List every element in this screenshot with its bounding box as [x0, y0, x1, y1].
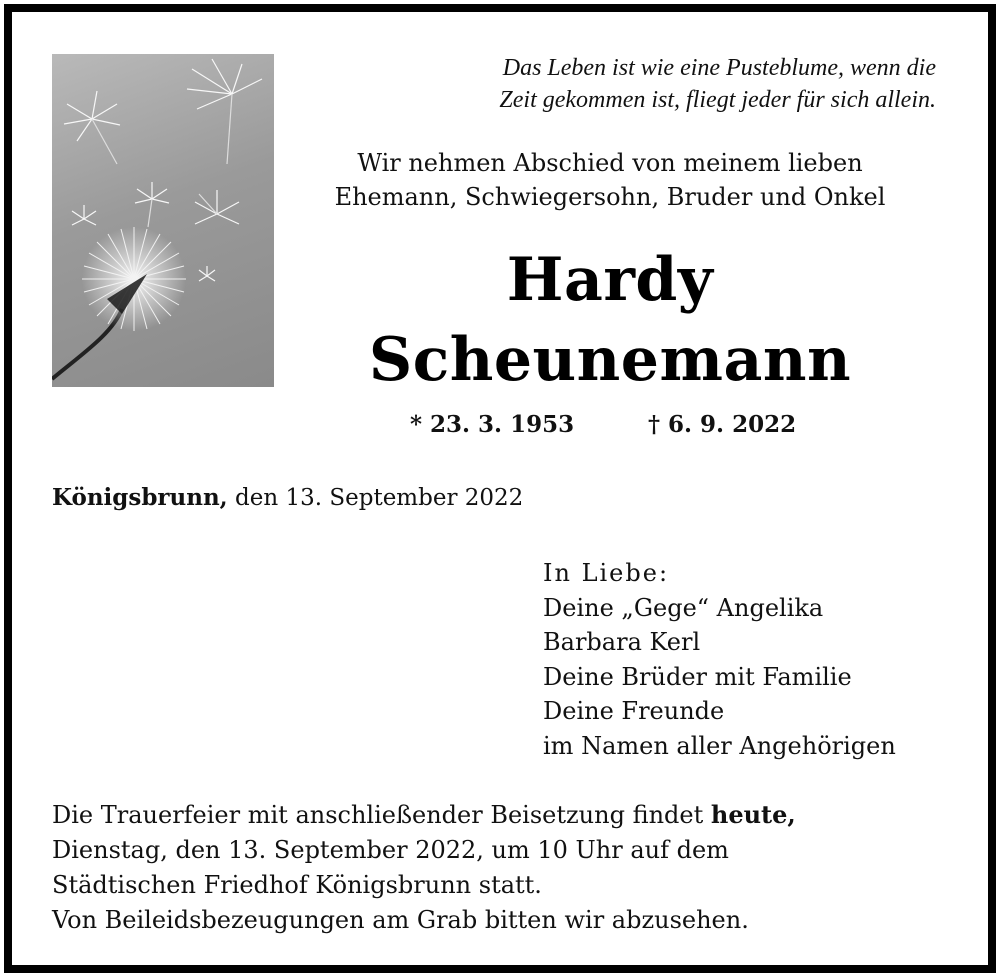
deceased-name: [290, 240, 930, 400]
mourners-lead: In Liebe:: [543, 559, 670, 587]
farewell-intro: [290, 146, 930, 214]
death-date: † 6. 9. 2022: [648, 411, 797, 438]
birth-date: * 23. 3. 1953: [410, 411, 575, 438]
notice-line: Städtischen Friedhof Königsbrunn statt.: [52, 871, 542, 899]
place-and-date: [52, 483, 523, 513]
dandelion-photo: [52, 54, 274, 387]
notice-emphasis: heute,: [710, 800, 796, 829]
notice-line: Von Beileidsbezeugungen am Grab bitten wir abzusehen.: [52, 906, 749, 934]
date-text: den 13. September 2022: [227, 485, 524, 511]
first-name: Hardy: [506, 245, 714, 315]
intro-line: Wir nehmen Abschied von meinem lieben: [357, 149, 863, 177]
mourner-name: im Namen aller Angehörigen: [543, 731, 896, 760]
intro-line: Ehemann, Schwiegersohn, Bruder und Onkel: [334, 183, 886, 211]
epigraph-quote: [300, 52, 936, 116]
funeral-notice: [52, 797, 952, 938]
last-name: Scheunemann: [368, 325, 852, 395]
mourner-name: Deine Freunde: [543, 697, 725, 725]
mourner-name: Deine „Gege“ Angelika: [543, 593, 824, 622]
dandelion-icon: [52, 54, 274, 387]
quote-line: Das Leben ist wie eine Pusteblume, wenn die: [502, 55, 936, 81]
quote-line: Zeit gekommen ist, fliegt jeder für sich allein.: [499, 87, 936, 113]
notice-line: Dienstag, den 13. September 2022, um 10 Uhr auf dem: [52, 836, 729, 864]
mourner-name: Barbara Kerl: [543, 628, 701, 656]
mourner-name: Deine Brüder mit Familie: [543, 662, 852, 691]
notice-line: [52, 797, 952, 833]
mourners-list: [543, 556, 896, 763]
notice-text: Die Trauerfeier mit anschließender Beisetzung findet: [52, 801, 711, 829]
place-name: Königsbrunn,: [52, 484, 228, 511]
